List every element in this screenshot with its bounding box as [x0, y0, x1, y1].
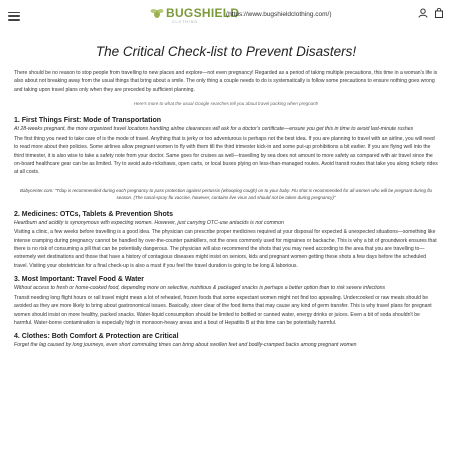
section-body: Visiting a clinic, a few weeks before travelling is a good idea. The physician can prescribe proper medicines required at your disposal for expected & unexpected situations—something like intense cramping during pregnancy cannot be handled by over-the-counter painkillers, not the ones commonly used for migraines or backache. This is why a bit of groundwork ensures that there is no risk of consuming a pill that can be potentially dangerous. The physician will also recommend the shots that you may need according to the area that you are travelling to—extremely wet destinations and those that have a history of contagious diseases might insist on seniors, kids and pregnant women getting these shots a few days before the scheduled travel. Visiting your obstetrician for a final check-up is also a must if you feel the travel duration is going to be long & laborious. — [14, 229, 437, 269]
bug-logo-icon — [150, 7, 164, 19]
section-body: Transit needing long flight hours or rail travel might mean a lot of reheated, frozen foods that some expectant women might not find too appealing. Undercooked or raw meats should be avoided as they are more likely to bring about gastronomical issues. Basically, steer clear of the food items that may cause any kind of germ transfer. This is why travel plans for pregnant women should insist on more healthy, packed snacks. Water-liquid consumption should be limited to bottled or canned water, energy drinks or juices. Even a bit of soda shouldn't be harmful. Water-borne contamination is especially high in monsoon-heavy areas and a bout of Hepatitis B at this time can be potentially harmful. — [14, 294, 432, 326]
logo-subtitle: CLOTHING — [172, 20, 199, 24]
article-content — [0, 44, 452, 350]
menu-icon[interactable] — [8, 12, 20, 21]
section-lead: Without access to fresh or home-cooked food, depending more on selective, nutritious & packaged snacks is perhaps a better option than to risk severe infections — [14, 285, 386, 292]
shopping-bag-icon[interactable] — [434, 8, 444, 18]
section-heading: 2. Medicines: OTCs, Tablets & Prevention Shots — [14, 210, 173, 218]
site-header — [0, 0, 452, 32]
header-actions — [418, 8, 444, 18]
section-heading: 3. Most Important: Travel Food & Water — [14, 276, 145, 284]
logo-text: BUGSHIELD — [166, 6, 240, 20]
section-heading: 4. Clothes: Both Comfort & Protection are Critical — [14, 333, 179, 341]
section-lead: Heartburn and acidity is synonymous with expecting women. However, just carrying OTC-use antacids is not common — [14, 219, 284, 226]
user-icon[interactable] — [418, 8, 428, 18]
section-lead: At 28-weeks pregnant, the more organized travel locations handling airline clearances will ask for a doctor's certificate—ensure you get this in time to avoid last-minute rushes — [14, 126, 414, 133]
section-body: The first thing you need to take care of is the mode of travel. Anything that is jerky or too adventurous is perhaps not the best idea. If you are planning to travel with an airline, you will need to read more about their policies. Some airlines allow pregnant women to fly with them till the third trimester kick-in and some put-up prohibitions a bit earlier. If you are flying well into the third trimester, it is also wise to take a safety note from your doctor. Same goes for cruises as well—travelling by sea does not amount to more safety as compared with air travel since the on-board healthcare gear can be as limited. Try to avoid auto-rickshaws, open carts, or local buses plying on less-than-managed routes. Avoid transit routes that take you along rickety rides at all costs. — [14, 135, 438, 176]
site-url-link[interactable]: (https://www.bugshieldclothing.com/) — [226, 11, 332, 18]
intro-paragraph: There should be no reason to stop people from travelling to new places and explore—not even pregnancy! Regarded as a period of taking multiple precautions, this time in a woman's life is also about not breaking away from the usual things that bring about a smile. The only thing a couple needs to do is systematically is follow some precautions to ensure nothing goes wrong and taking upon travel plans only when they are preceded by sufficient planning. — [14, 70, 438, 93]
section-heading: 1. First Things First: Mode of Transportation — [14, 117, 162, 125]
section-lead: Forget the lag caused by long journeys, even short commuting times can bring about swollen feet and bodily-cramped backs among pregnant women — [14, 342, 357, 349]
intro-caption: Here's more to what the usual Google searches tell you about travel packing when pregnant! — [133, 101, 319, 107]
page-title: The Critical Check-list to Prevent Disasters! — [95, 44, 357, 59]
section-note: Babycenter.com: "Tdap is recommended during each pregnancy to pass protection against pertussis (whooping cough) on to your baby. Flu shot is recommended for all women who will be pregnant during flu season. (The nasal-spray flu vaccine, however, contains live virus and should not be taken during pregnancy)" — [19, 187, 433, 200]
